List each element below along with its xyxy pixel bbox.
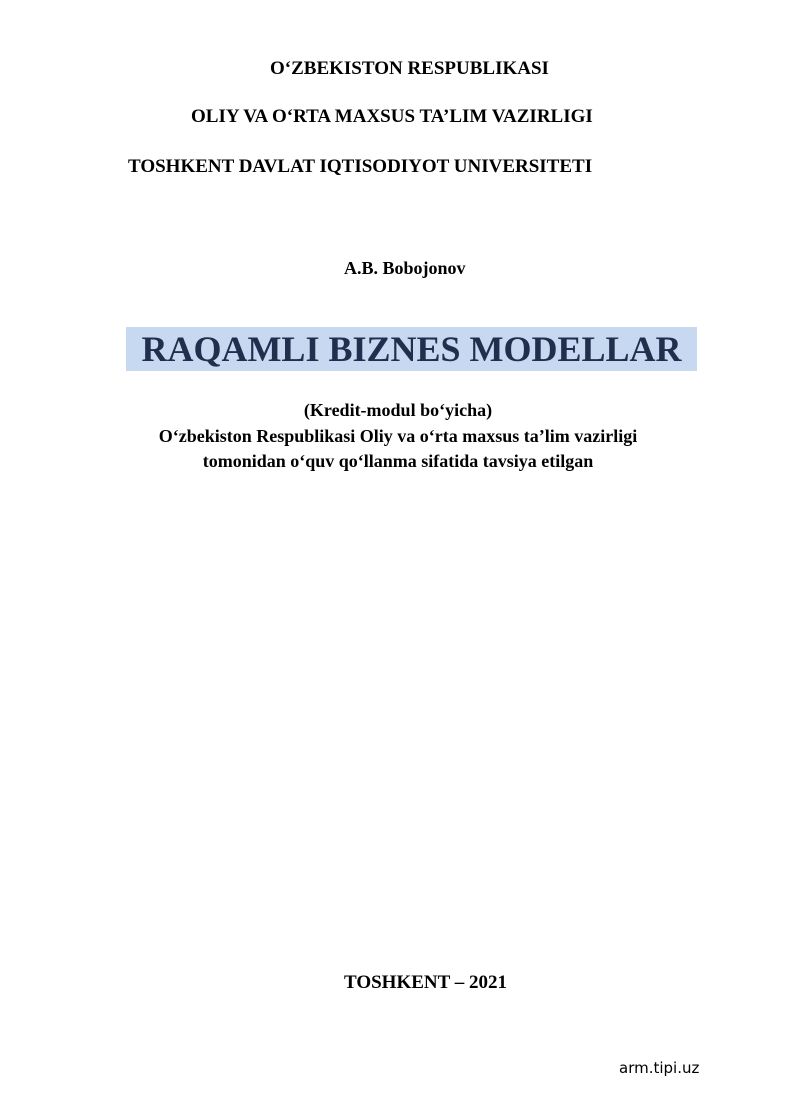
- author-name: A.B. Bobojonov: [344, 258, 466, 278]
- header-university: TOSHKENT DAVLAT IQTISODIYOT UNIVERSITETI: [128, 156, 593, 177]
- watermark-url: arm.tipi.uz: [619, 1059, 700, 1077]
- header-ministry: OLIY VA O‘RTA MAXSUS TA’LIM VAZIRLIGI: [191, 106, 593, 127]
- subtitle-credit-module: (Kredit-modul bo‘yicha): [303, 400, 493, 420]
- title-highlight: [126, 327, 697, 371]
- subtitle-recommendation-line-1: O‘zbekiston Respublikasi Oliy va o‘rta maxsus ta’lim vazirligi: [158, 426, 638, 446]
- book-title: RAQAMLI BIZNES MODELLAR: [141, 329, 682, 369]
- city-year: TOSHKENT – 2021: [344, 972, 507, 993]
- header-republic: O‘ZBEKISTON RESPUBLIKASI: [270, 58, 549, 79]
- subtitle-recommendation-line-2: tomonidan o‘quv qo‘llanma sifatida tavsiya etilgan: [202, 451, 594, 471]
